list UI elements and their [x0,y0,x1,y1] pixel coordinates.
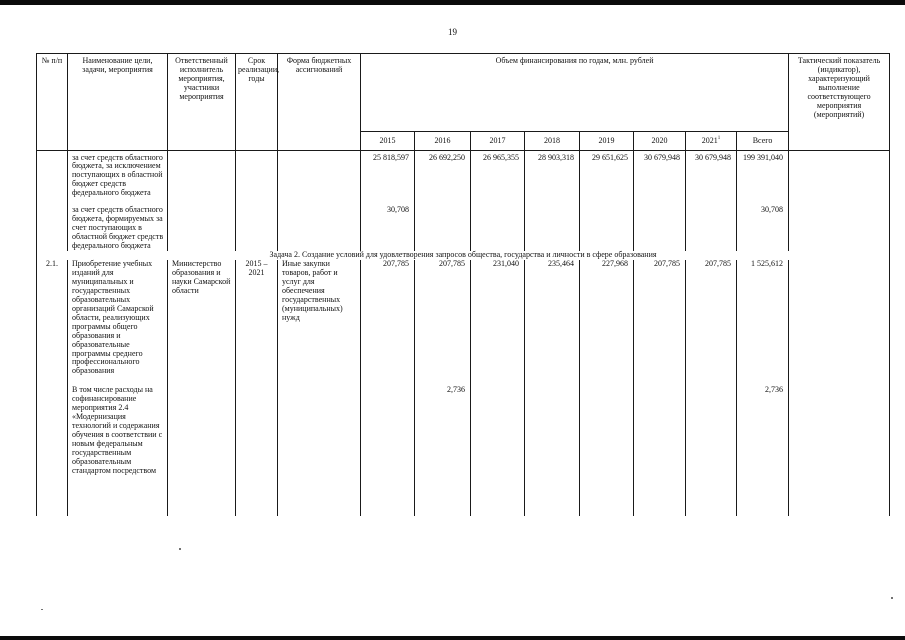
value-cell [580,386,634,476]
header-col-name: Наименование цели, задачи, мероприятия [68,54,168,151]
header-year-total: Всего [737,132,789,151]
row-name: Приобретение учебных изданий для муниципальных и государственных образовательных организаций Самарской области, реализующих программы общего образования и образовательные программы среднего профессионального образования [68,260,168,376]
header-year-2016: 2016 [415,132,471,151]
table-row [37,154,890,199]
row-term: 2015 – 2021 [236,260,278,376]
value-cell: 2,736 [415,386,471,476]
value-cell-total: 30,708 [737,206,789,251]
value-cell [634,386,686,476]
task-heading: Задача 2. Создание условий для удовлетворения запросов общества, государства и личности в сфере образования [37,251,890,260]
value-cell: 235,464 [525,260,580,376]
value-cell [525,206,580,251]
value-cell: 227,968 [580,260,634,376]
value-cell [361,386,415,476]
header-year-2020: 2020 [634,132,686,151]
row-executor: Министерство образования и науки Самарской области [168,260,236,376]
row-name: за счет средств областного бюджета, формируемых за счет поступающих в областной бюджет средств федерального бюджета [68,206,168,251]
row-number: 2.1. [37,260,68,376]
value-cell [525,386,580,476]
value-cell-total: 1 525,612 [737,260,789,376]
value-cell: 29 651,625 [580,154,634,199]
value-cell [634,206,686,251]
value-cell: 30 679,948 [686,154,737,199]
financing-table [36,53,890,516]
value-cell: 207,785 [634,260,686,376]
scan-speck [41,609,43,610]
value-cell: 28 903,318 [525,154,580,199]
bottom-border-bar [0,636,905,640]
value-cell [686,206,737,251]
value-cell [471,206,525,251]
value-cell: 207,785 [415,260,471,376]
row-form: Иные закупки товаров, работ и услуг для обеспечения государственных (муниципальных) нужд [278,260,361,376]
header-col-term: Срок реализации, годы [236,54,278,151]
value-cell-total: 199 391,040 [737,154,789,199]
value-cell: 26 692,250 [415,154,471,199]
value-cell: 30,708 [361,206,415,251]
value-cell: 207,785 [686,260,737,376]
header-col-indicator: Тактический показатель (индикатор), характеризующий выполнение соответствующего мероприятия (мероприятий) [789,54,890,151]
page-number: 19 [448,27,457,37]
header-year-2021 [686,132,737,151]
value-cell: 25 818,597 [361,154,415,199]
header-col-financing: Объем финансирования по годам, млн. рублей [361,54,789,132]
row-name: В том числе расходы на софинансирование мероприятия 2.4 «Модернизация технологий и содержания обучения в соответствии с новым федеральным государственным образовательным стандартом посредством [68,386,168,476]
header-year-2019: 2019 [580,132,634,151]
value-cell [471,386,525,476]
value-cell: 26 965,355 [471,154,525,199]
value-cell-total: 2,736 [737,386,789,476]
value-cell [580,206,634,251]
table-row [37,386,890,476]
row-name: за счет средств областного бюджета, за исключением поступающих в областной бюджет средств федерального бюджета [68,154,168,199]
table-row [37,260,890,376]
header-col-form: Форма бюджетных ассигнований [278,54,361,151]
header-row [37,54,890,132]
header-year-2021-label: 2021 [701,135,718,145]
header-year-2015: 2015 [361,132,415,151]
value-cell [415,206,471,251]
value-cell [686,386,737,476]
table-row [37,206,890,251]
header-col-executor: Ответственный исполнитель мероприятия, участники мероприятия [168,54,236,151]
header-year-2017: 2017 [471,132,525,151]
value-cell: 30 679,948 [634,154,686,199]
scan-speck [179,548,181,550]
header-year-2018: 2018 [525,132,580,151]
top-border-bar [0,0,905,5]
header-col-num: № п/п [37,54,68,151]
scan-speck [891,597,893,599]
value-cell: 207,785 [361,260,415,376]
value-cell: 231,040 [471,260,525,376]
footnote-mark: 1 [717,135,721,141]
